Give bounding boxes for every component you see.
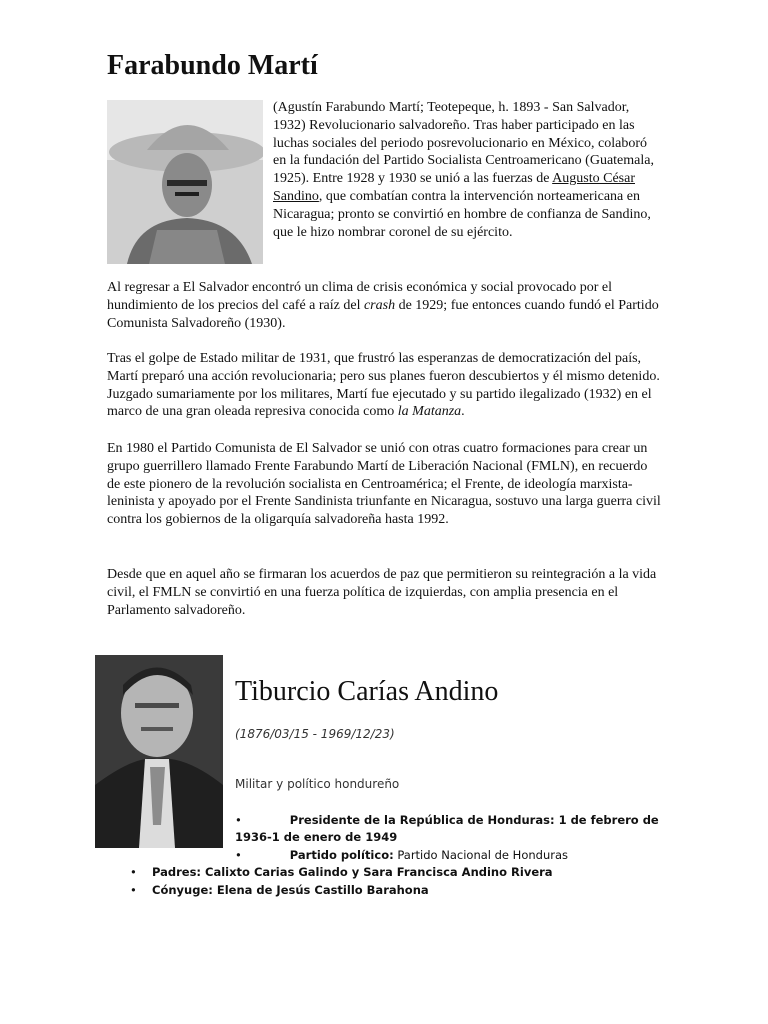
page-title-carias: Tiburcio Carías Andino <box>235 676 499 707</box>
bullet-label: Cónyuge: <box>152 883 213 897</box>
paragraph-3: En 1980 el Partido Comunista de El Salvador se unió con otras cuatro formaciones para crear un grupo guerrillero llamado Frente Farabundo Martí de Liberación Nacional (FMLN), en recuerdo de este pionero de la revolución socialista en Centroamérica; el Frente, de ideología marxista-leninista y apoyado por el Frente Sandinista triunfante en Nicaragua, sostuvo una larga guerra civil contra los gobiernos de la oligarquía salvadoreña hasta 1992. <box>107 441 661 528</box>
portrait-marti <box>107 100 263 264</box>
p2-text-2: . <box>461 404 465 420</box>
p1-italic: crash <box>363 297 396 313</box>
life-dates: (1876/03/15 - 1969/12/23) <box>235 727 395 741</box>
list-item <box>235 847 665 864</box>
bullet-value: Calixto Carias Galindo y Sara Francisca Andino Rivera <box>201 865 553 879</box>
intro-text-2: , que combatían contra la intervención norteamericana en Nicaragua; pronto se convirtió en hombre de confianza de Sandino, que le hizo nombrar coronel de su ejército. <box>273 188 651 240</box>
bullet-label: Padres: <box>152 865 202 879</box>
intro-paragraph <box>273 99 663 241</box>
list-item <box>130 882 650 899</box>
bullet-label: Presidente de la República de Honduras: <box>289 813 555 827</box>
bullet-value: Partido Nacional de Honduras <box>393 848 568 862</box>
p2-italic: la Matanza <box>397 404 462 420</box>
p1-text-1: Al regresar a El Salvador encontró un clima de crisis económica y social provocado por el hundimiento de los precios del café a raíz del <box>107 280 612 313</box>
list-item <box>130 864 650 881</box>
bullet-value: Elena de Jesús Castillo Barahona <box>212 883 429 897</box>
paragraph-4: Desde que en aquel año se firmaran los acuerdos de paz que permitieron su reintegración a la vida civil, el FMLN se convirtió en una fuerza política de izquierdas, con amplia presencia en el Parlamento salvadoreño. <box>107 567 657 618</box>
bullet-dot: • <box>235 848 242 862</box>
paragraph-2 <box>107 350 662 421</box>
bullet-dot: • <box>130 865 137 879</box>
sandino-link[interactable]: Augusto César Sandino <box>273 171 635 204</box>
bullet-label: Partido político: <box>289 848 394 862</box>
bullet-dot: • <box>235 813 242 827</box>
paragraph-1 <box>107 279 662 332</box>
subtitle-role: Militar y político hondureño <box>235 777 400 791</box>
list-item <box>235 812 665 846</box>
portrait-carias <box>95 655 223 848</box>
p1-text-2: de 1929; fue entonces cuando fundó el Partido Comunista Salvadoreño (1930). <box>107 297 659 331</box>
p2-text-1: Tras el golpe de Estado militar de 1931, que frustró las esperanzas de democratización del país, Martí preparó una acción revolucionaria; pero sus planes fueron descubiertos y él mismo detenido. Juzgado sumariamente por los militares, Martí fue ejecutado y su partido ilegalizado (1932) en el marco de una gran oleada represiva conocida como <box>107 351 660 420</box>
page-title-marti: Farabundo Martí <box>107 50 318 81</box>
bullet-dot: • <box>130 883 137 897</box>
intro-text-1: (Agustín Farabundo Martí; Teotepeque, h. 1893 - San Salvador, 1932) Revolucionario salvadoreño. Tras haber participado en las luchas sociales del periodo posrevolucionario en México, colaboró en la fundación del Partido Socialista Centroamericano (Guatemala, 1925). Entre 1928 y 1930 se unió a las fuerzas de <box>273 100 654 187</box>
bullet-value: 1 de febrero de 1936-1 de enero de 1949 <box>235 813 659 844</box>
